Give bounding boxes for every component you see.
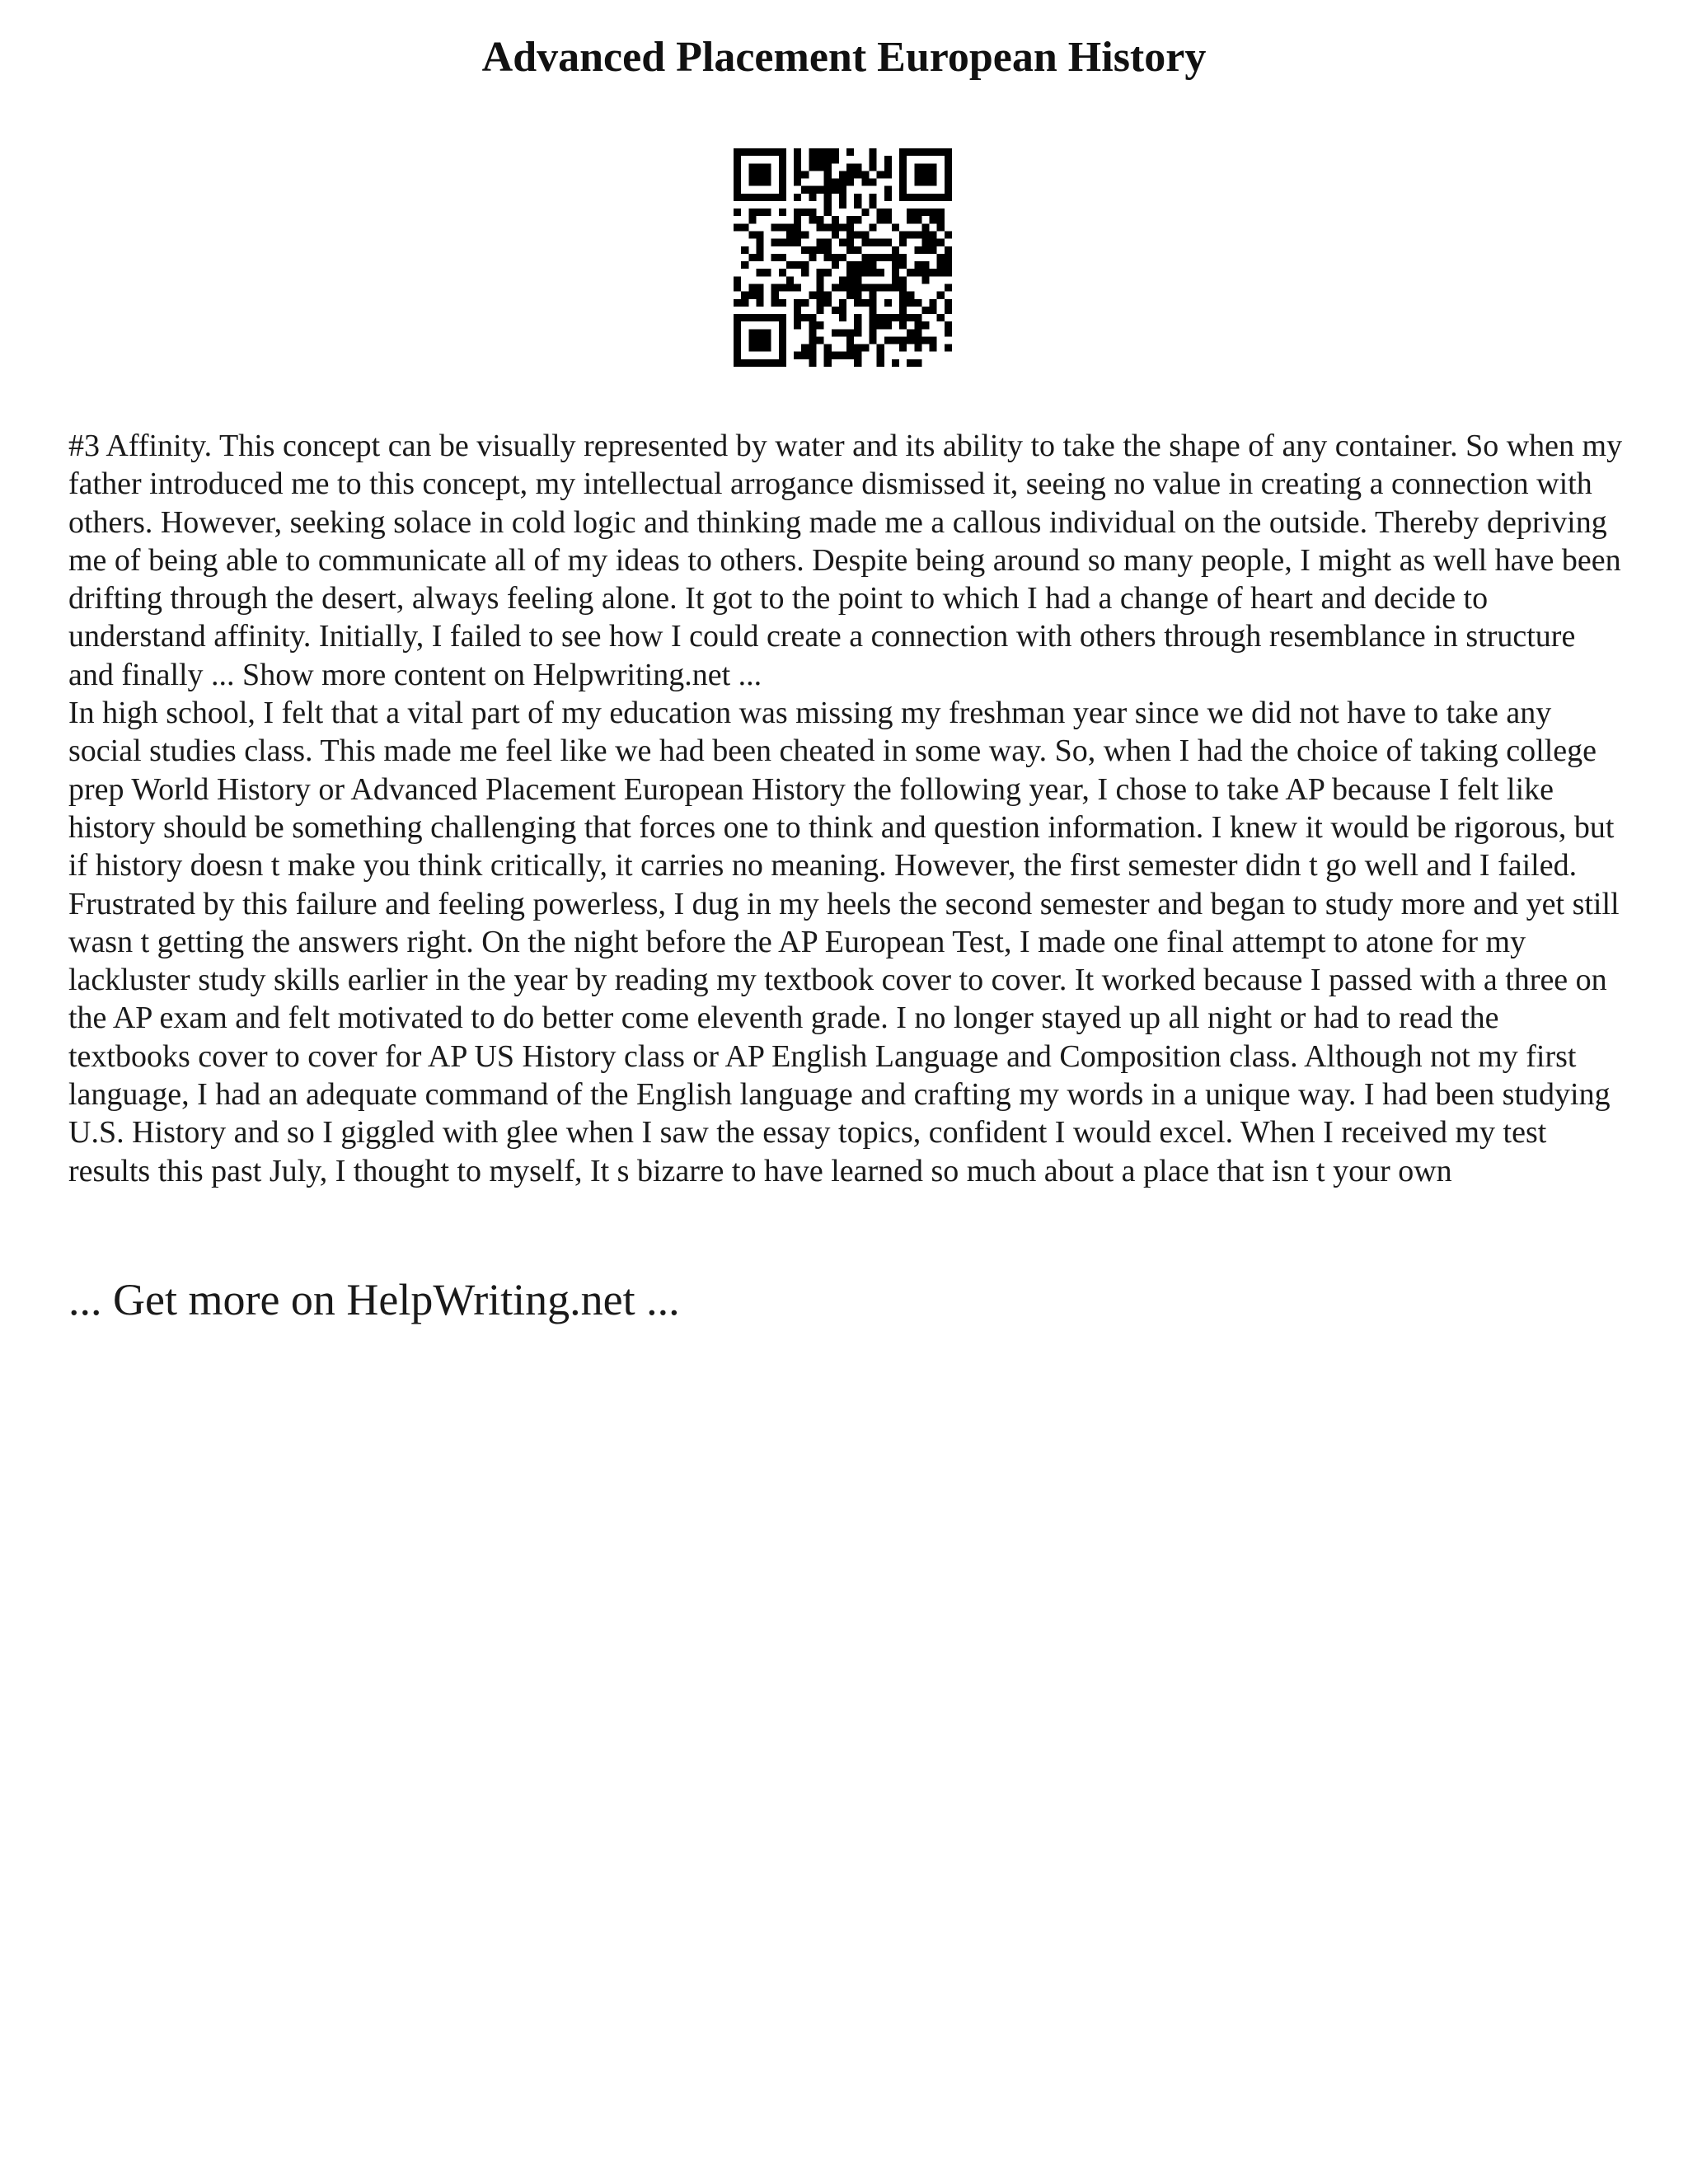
get-more-link[interactable]: ... Get more on HelpWriting.net ... xyxy=(68,1275,680,1324)
qr-code-icon xyxy=(734,148,952,367)
essay-paragraph: In high school, I felt that a vital part of my education was missing my freshman year since we did not have to take any social studies class. This made me feel like we had been cheated in some way. So, when I had the choice of taking college prep World History or Advanced Placement European History the following year, I chose to take AP because I felt like history should be something challenging that forces one to think and question information. I knew it would be rigorous, but if history doesn t make you think critically, it carries no meaning. However, the first semester didn t go well and I failed. Frustrated by this failure and feeling powerless, I dug in my heels the second semester and began to study more and yet still wasn t getting the answers right. On the night before the AP European Test, I made one final attempt to atone for my lackluster study skills earlier in the year by reading my textbook cover to cover. It worked because I passed with a three on the AP exam and felt motivated to do better come eleventh grade. I no longer stayed up all night or had to read the textbooks cover to cover for AP US History class or AP English Language and Composition class. Although not my first language, I had an adequate command of the English language and crafting my words in a unique way. I had been studying U.S. History and so I giggled with glee when I saw the essay topics, confident I would excel. When I received my test results this past July, I thought to myself, It s bizarre to have learned so much about a place that isn t your own xyxy=(68,696,1620,1188)
essay-body xyxy=(68,427,1626,1190)
essay-paragraph: #3 Affinity. This concept can be visually represented by water and its ability to take the shape of any container. So when my father introduced me to this concept, my intellectual arrogance dismissed it, seeing no value in creating a connection with others. However, seeking solace in cold logic and thinking made me a callous individual on the outside. Thereby depriving me of being able to communicate all of my ideas to others. Despite being around so many people, I might as well have been drifting through the desert, always feeling alone. It got to the point to which I had a change of heart and decide to understand affinity. Initially, I failed to see how I could create a connection with others through resemblance in structure and finally ... Show more content on Helpwriting.net ... xyxy=(68,429,1623,692)
document-title: Advanced Placement European History xyxy=(481,34,1207,81)
